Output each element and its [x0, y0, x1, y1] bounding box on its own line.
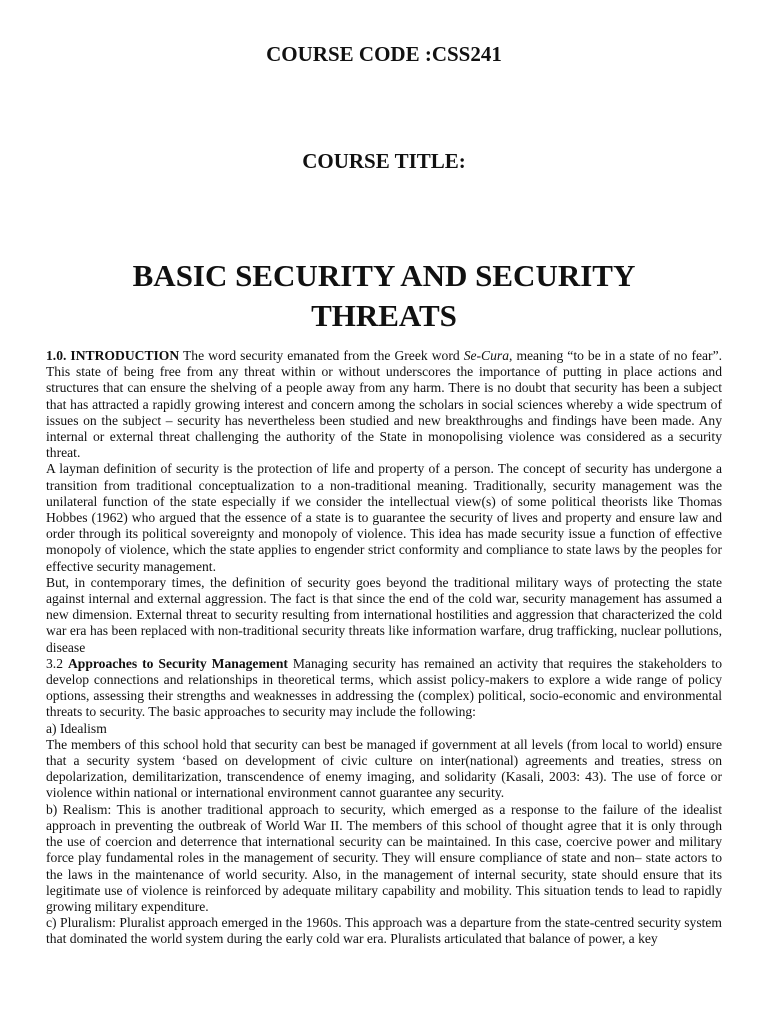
layman-definition-paragraph: A layman definition of security is the protection of life and property of a person. The concept of security has undergone a transition from traditional conceptualization to a non-traditional meaning. Traditionally, security management was the unilateral function of the state especially if we consider the intellectual view(s) of some political theorists like Thomas Hobbes (1962) who argued that the essence of a state is to guarantee the security of lives and property and ensure law and order through its political sovereignty and monopoly of violence. This idea has made security issue a function of effective monopoly of violence, which the state applies to engender strict conformity and compliance to state laws by the peoples for effective security management.: [46, 461, 722, 574]
realism-paragraph: b) Realism: This is another traditional approach to security, which emerged as a response to the failure of the idealist approach in preventing the outbreak of World War II. The members of this school of thought agree that it is only through the use of coercion and deterrence that international security can be maintained. In this case, coercive power and military force play fundamental roles in the management of security. They will ensure compliance of state and non– state actors to the laws in the maintenance of world security. Also, in the management of internal security, state should ensure that its legitimate use of violence is reinforced by adequate military capability and mobility. This situation tends to lead to rapidly growing military expenditure.: [46, 801, 722, 914]
approaches-heading: Approaches to Security Management: [67, 655, 288, 671]
introduction-greek-word: Se-Cura: [463, 348, 509, 363]
contemporary-paragraph: But, in contemporary times, the definition of security goes beyond the traditional military ways of protecting the state against internal and external aggression. The fact is that since the end of the cold war, security management has assumed a new dimension. External threat to security resulting from international hostilities and aggression that characterized the cold war era has been replaced with non-traditional security threats like information warfare, drug trafficking, nuclear pollutions, disease: [46, 574, 722, 655]
document-body: [46, 348, 722, 948]
approaches-text: Managing security has remained an activity that requires the stakeholders to develop connections and relationships in theoretical terms, which assist policy-makers to explore a wide range of policy options, assessing their strengths and weaknesses in addressing the (complex) political, socio-economic and environmental threats to security. The basic approaches to security may include the following:: [46, 655, 722, 720]
introduction-paragraph: [46, 348, 722, 461]
idealism-label: a) Idealism: [46, 720, 107, 736]
introduction-text-start: The word security emanated from the Greek word: [179, 348, 464, 363]
course-code-heading: COURSE CODE :CSS241: [266, 42, 502, 66]
approaches-paragraph: [46, 656, 722, 721]
idealism-paragraph: The members of this school hold that security can best be managed if government at all levels (from local to world) ensure that a security system ‘based on development of civic culture on inter(national) agreements and treaties, stress on depolarization, demilitarization, transcendence of enemy imaging, and solidarity (Kasali, 2003: 43). The use of force or violence within national or international environment cannot guarantee any security.: [46, 736, 722, 801]
page-title: BASIC SECURITY AND SECURITY THREATS: [132, 258, 636, 333]
introduction-text-end: , meaning “to be in a state of no fear”. This state of being free from any threat within or without underscores the importance of putting in place actions and structures that can ensure the shelving of a people away from any harm. There is no doubt that security has been a subject that has attracted a rapidly growing interest and concern among the scholars in social sciences whereby a wide spectrum of issues on the subject – security has nevertheless been studied and new breakthroughs and findings have been made. Any internal or external threat challenging the authority of the State in monopolising violence was considered as a security threat.: [46, 348, 722, 461]
pluralism-paragraph: c) Pluralism: Pluralist approach emerged in the 1960s. This approach was a departure from the state-centred security system that dominated the world system during the early cold war era. Pluralists articulated that balance of power, a key: [46, 915, 722, 947]
introduction-heading: 1.0. INTRODUCTION: [46, 348, 180, 363]
course-title-label: COURSE TITLE:: [302, 149, 466, 173]
approaches-number: 3.2: [46, 655, 68, 671]
